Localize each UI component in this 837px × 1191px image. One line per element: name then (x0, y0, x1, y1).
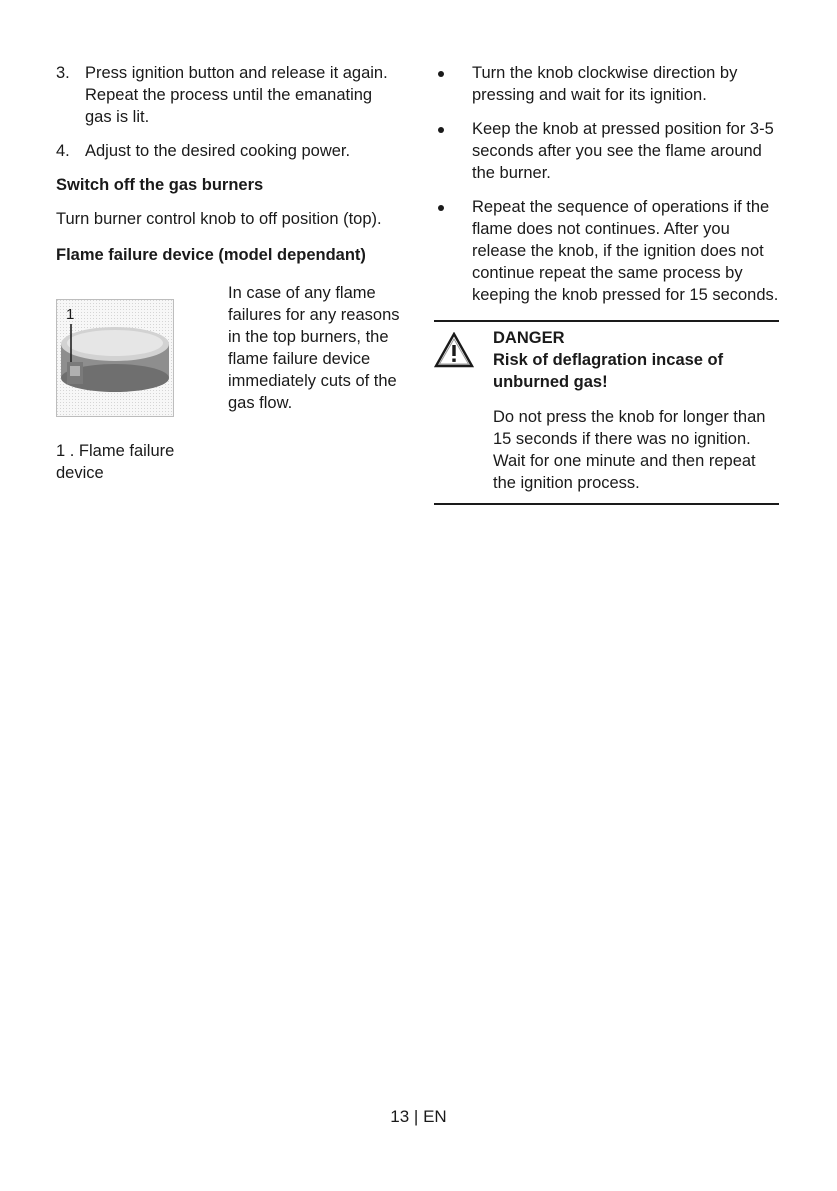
section-heading-flame-failure: Flame failure device (model dependant) (56, 246, 366, 264)
ignition-tips-list (434, 62, 779, 306)
step-text: Adjust to the desired cooking power. (85, 142, 351, 160)
ignition-steps-list (56, 62, 401, 162)
danger-body-line: Do not press the knob for longer than 15 seconds if there was no ignition. (493, 408, 766, 448)
danger-content (493, 327, 779, 494)
danger-body-line: Wait for one minute and then repeat the ignition process. (493, 452, 756, 492)
right-column (434, 62, 779, 505)
danger-body (493, 406, 779, 494)
burner-illustration (57, 300, 174, 417)
danger-subtitle: Risk of deflagration incase of unburned gas! (493, 351, 724, 391)
warning-triangle-icon (434, 332, 474, 368)
list-item (434, 118, 779, 184)
page-number: 13 | EN (390, 1107, 447, 1126)
flame-failure-block (56, 276, 401, 491)
image-caption: 1 . Flame failure device (56, 442, 175, 482)
step-number: 3. (56, 64, 70, 82)
list-item (56, 62, 401, 128)
danger-notice (434, 320, 779, 505)
list-item (434, 196, 779, 306)
flame-failure-device-image (56, 299, 174, 417)
step-number: 4. (56, 142, 70, 160)
flame-failure-description: In case of any flame failures for any reasons in the top burners, the flame failure device immediately cuts of the gas flow. (228, 284, 400, 412)
bullet-text: Turn the knob clockwise direction by pressing and wait for its ignition. (472, 64, 738, 104)
bullet-icon (438, 71, 444, 77)
list-item (56, 140, 401, 162)
step-text: Press ignition button and release it again. Repeat the process until the emanating gas is lit. (85, 64, 388, 126)
bullet-icon (438, 127, 444, 133)
image-callout-number: 1 (66, 306, 75, 323)
bullet-icon (438, 205, 444, 211)
danger-title: DANGER (493, 329, 565, 347)
bullet-text: Repeat the sequence of operations if the flame does not continues. After you release the knob, if the ignition does not continue repeat the same process by keeping the knob pressed for 15 seconds. (472, 198, 779, 304)
switch-off-paragraph: Turn burner control knob to off position (top). (56, 210, 382, 228)
list-item (434, 62, 779, 106)
section-heading-switch-off: Switch off the gas burners (56, 176, 264, 194)
left-column (56, 62, 401, 491)
bullet-text: Keep the knob at pressed position for 3-5 seconds after you see the flame around the burner. (472, 120, 774, 182)
